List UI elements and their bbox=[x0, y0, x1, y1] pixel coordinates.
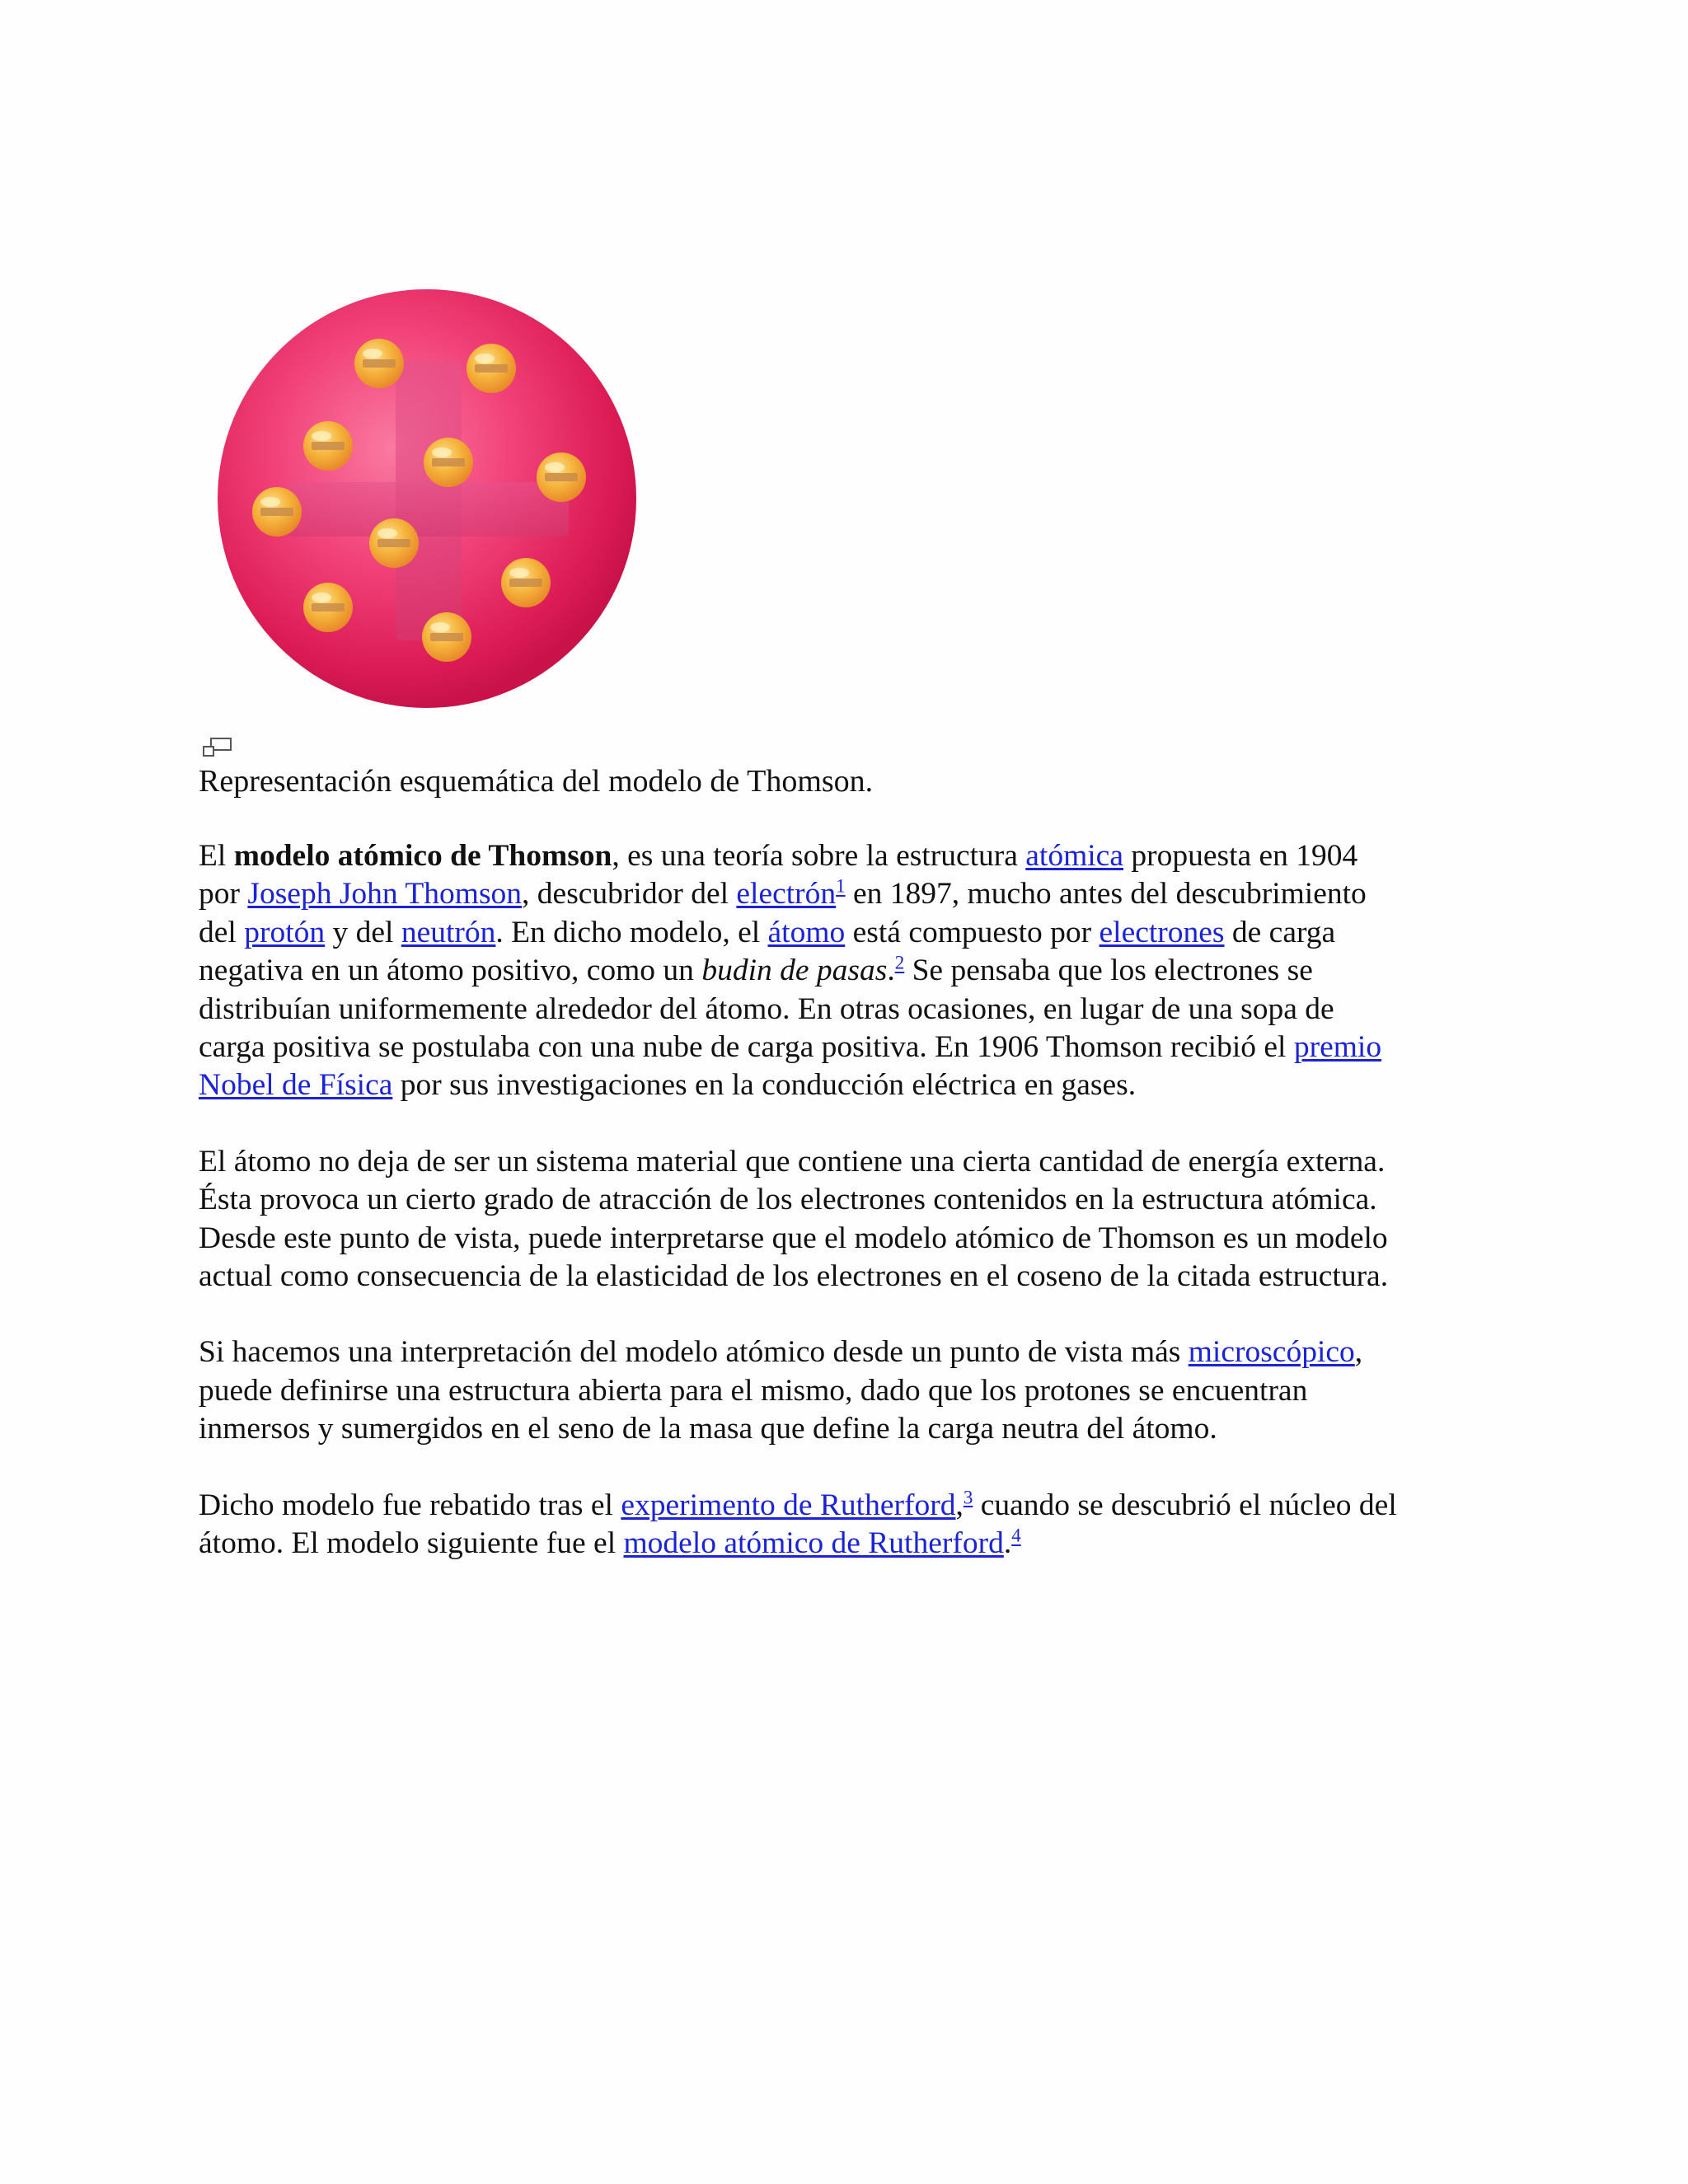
link-microscopico[interactable]: microscópico bbox=[1188, 1335, 1355, 1370]
electron bbox=[537, 452, 586, 502]
text-span: El bbox=[199, 839, 234, 873]
text-line: El átomo no deja de ser un sistema material que contiene una cierta cantidad de energía externa. bbox=[199, 1144, 1386, 1179]
link-neutron[interactable]: neutrón bbox=[401, 915, 496, 949]
reference-1 bbox=[836, 876, 846, 897]
text-span: del bbox=[199, 915, 245, 949]
minus-sign bbox=[432, 458, 465, 466]
enlarge-icon[interactable] bbox=[201, 735, 234, 760]
link-modelo-atomico-rutherford[interactable]: modelo atómico de Rutherford bbox=[623, 1526, 1004, 1561]
text-line bbox=[199, 1525, 1517, 1563]
reference-link-4[interactable]: 4 bbox=[1011, 1525, 1021, 1546]
text-span: . En dicho modelo, el bbox=[495, 915, 768, 949]
text-span: está compuesto por bbox=[845, 915, 1100, 949]
link-premio-nobel-part1[interactable]: premio bbox=[1293, 1030, 1382, 1065]
minus-sign bbox=[363, 359, 396, 368]
link-electron[interactable]: electrón bbox=[736, 877, 837, 912]
link-proton[interactable]: protón bbox=[244, 915, 326, 949]
text-line bbox=[199, 914, 1517, 952]
link-premio-nobel-part2[interactable]: Nobel de Física bbox=[199, 1068, 393, 1103]
reference-4 bbox=[1011, 1526, 1021, 1546]
reference-2 bbox=[895, 953, 905, 973]
minus-sign bbox=[260, 508, 293, 516]
italic-term: budin de pasas bbox=[701, 954, 888, 988]
text-line bbox=[199, 837, 1517, 875]
text-line bbox=[199, 1029, 1517, 1066]
minus-sign bbox=[377, 539, 410, 547]
minus-sign bbox=[509, 579, 542, 587]
electron bbox=[252, 487, 302, 537]
text-span: Si hacemos una interpretación del modelo atómico desde un punto de vista más bbox=[199, 1335, 1189, 1370]
thomson-model-illustration bbox=[213, 284, 641, 713]
link-atomo[interactable]: átomo bbox=[767, 915, 846, 949]
text-span: , bbox=[1354, 1335, 1363, 1370]
paragraph-intro bbox=[199, 837, 1517, 1105]
text-span: , es una teoría sobre la estructura bbox=[612, 839, 1026, 873]
text-line bbox=[199, 1066, 1517, 1104]
bold-term: modelo atómico de Thomson bbox=[233, 839, 612, 873]
minus-sign bbox=[475, 364, 508, 373]
text-line: puede definirse una estructura abierta para el mismo, dado que los protones se encuentran bbox=[199, 1373, 1308, 1408]
minus-sign bbox=[312, 603, 345, 612]
text-line: actual como consecuencia de la elasticidad de los electrones en el coseno de la citada estructura. bbox=[199, 1259, 1389, 1294]
text-span: y del bbox=[325, 915, 401, 949]
text-span: Se pensaba que los electrones se bbox=[904, 954, 1313, 988]
text-span: por bbox=[199, 877, 248, 912]
reference-link-2[interactable]: 2 bbox=[894, 952, 905, 973]
minus-sign bbox=[312, 442, 345, 450]
text-line bbox=[199, 1333, 1517, 1371]
text-span: . bbox=[1003, 1526, 1012, 1561]
text-span: átomo. El modelo siguiente fue el bbox=[199, 1526, 624, 1561]
text-line bbox=[199, 875, 1517, 913]
paragraph-rutherford bbox=[199, 1487, 1517, 1563]
text-span: Dicho modelo fue rebatido tras el bbox=[199, 1488, 621, 1522]
minus-sign bbox=[545, 473, 578, 481]
paragraph-microscopic bbox=[199, 1333, 1517, 1448]
text-span: cuando se descubrió el núcleo del bbox=[973, 1488, 1397, 1522]
text-line: Ésta provoca un cierto grado de atracción de los electrones contenidos en la estructura atómica. bbox=[199, 1183, 1377, 1217]
text-line: inmersos y sumergidos en el seno de la masa que define la carga neutra del átomo. bbox=[199, 1412, 1217, 1446]
thomson-model-image[interactable] bbox=[213, 284, 641, 713]
link-joseph-john-thomson[interactable]: Joseph John Thomson bbox=[247, 877, 523, 912]
text-span: , descubridor del bbox=[522, 877, 737, 912]
text-line bbox=[199, 952, 1517, 990]
text-span: por sus investigaciones en la conducción eléctrica en gases. bbox=[392, 1068, 1137, 1103]
article-body bbox=[199, 837, 1517, 1601]
electron bbox=[303, 583, 353, 632]
electron bbox=[501, 558, 551, 607]
paragraph-energy bbox=[199, 1143, 1517, 1296]
electron bbox=[424, 438, 473, 487]
reference-3 bbox=[964, 1487, 973, 1507]
figure-caption: Representación esquemática del modelo de Thomson. bbox=[199, 764, 874, 799]
text-span: propuesta en 1904 bbox=[1123, 839, 1358, 873]
electron bbox=[303, 421, 353, 471]
link-electrones[interactable]: electrones bbox=[1099, 915, 1225, 949]
text-span: , bbox=[955, 1488, 964, 1522]
text-span: carga positiva se postulaba con una nube de carga positiva. En 1906 Thomson recibió el bbox=[199, 1030, 1294, 1065]
minus-sign bbox=[430, 633, 463, 641]
text-span: . bbox=[887, 954, 895, 988]
link-experimento-rutherford[interactable]: experimento de Rutherford bbox=[621, 1488, 956, 1522]
text-span: en 1897, mucho antes del descubrimiento bbox=[845, 877, 1367, 912]
text-line: distribuían uniformemente alrededor del átomo. En otras ocasiones, en lugar de una sopa de bbox=[199, 991, 1334, 1026]
text-line: Desde este punto de vista, puede interpretarse que el modelo atómico de Thomson es un modelo bbox=[199, 1221, 1388, 1255]
text-line bbox=[199, 1487, 1517, 1525]
electron bbox=[422, 612, 471, 662]
electron bbox=[369, 518, 419, 568]
electron bbox=[467, 344, 516, 393]
link-atomica[interactable]: atómica bbox=[1025, 839, 1123, 873]
reference-link-3[interactable]: 3 bbox=[963, 1487, 973, 1508]
electron bbox=[354, 339, 404, 388]
text-span: negativa en un átomo positivo, como un bbox=[199, 954, 702, 988]
reference-link-1[interactable]: 1 bbox=[836, 875, 846, 897]
text-span: de carga bbox=[1224, 915, 1336, 949]
